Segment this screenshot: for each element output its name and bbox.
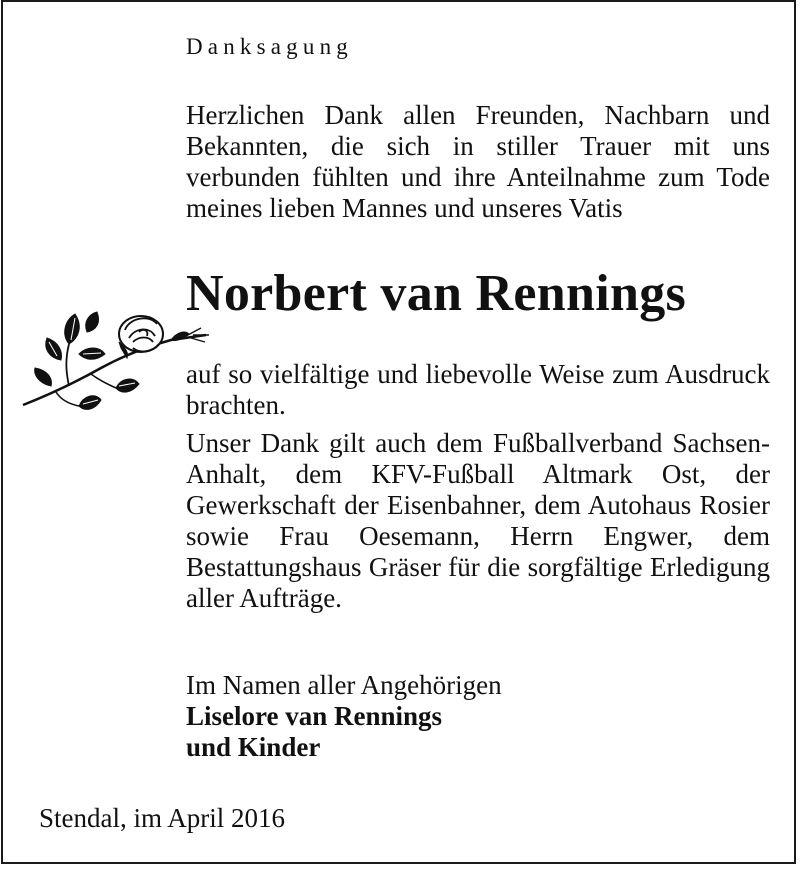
intro-paragraph: Herzlichen Dank allen Freunden, Nachbarn und Bekannten, die sich in stiller Trauer mit uns verbunden fühlten und ihre Anteilnahme zum Tode meines lieben Mannes und unseres Vatis [186,100,770,223]
signature-block [186,670,502,763]
body-paragraph-1: auf so vielfältige und liebevolle Weise zum Ausdruck brachten. [186,359,770,420]
deceased-name: Norbert van Rennings [186,265,687,322]
signer-family: und Kinder [186,732,321,762]
obituary-frame [1,0,796,864]
signer-name: Liselore van Rennings [186,701,443,731]
rose-icon [21,302,211,417]
signoff-line: Im Namen aller Angehörigen [186,670,502,700]
place-date: Stendal, im April 2016 [39,803,285,833]
body-paragraph-2: Unser Dank gilt auch dem Fußballverband Sachsen-Anhalt, dem KFV-Fußball Altmark Ost, der Gewerkschaft der Eisenbahner, dem Autohaus Rosier sowie Frau Oesemann, Herrn Engwer, dem Bestattungshaus Gräser für die sorgfältige Erledigung aller Aufträge. [186,428,770,613]
heading: Danksagung [186,34,353,59]
